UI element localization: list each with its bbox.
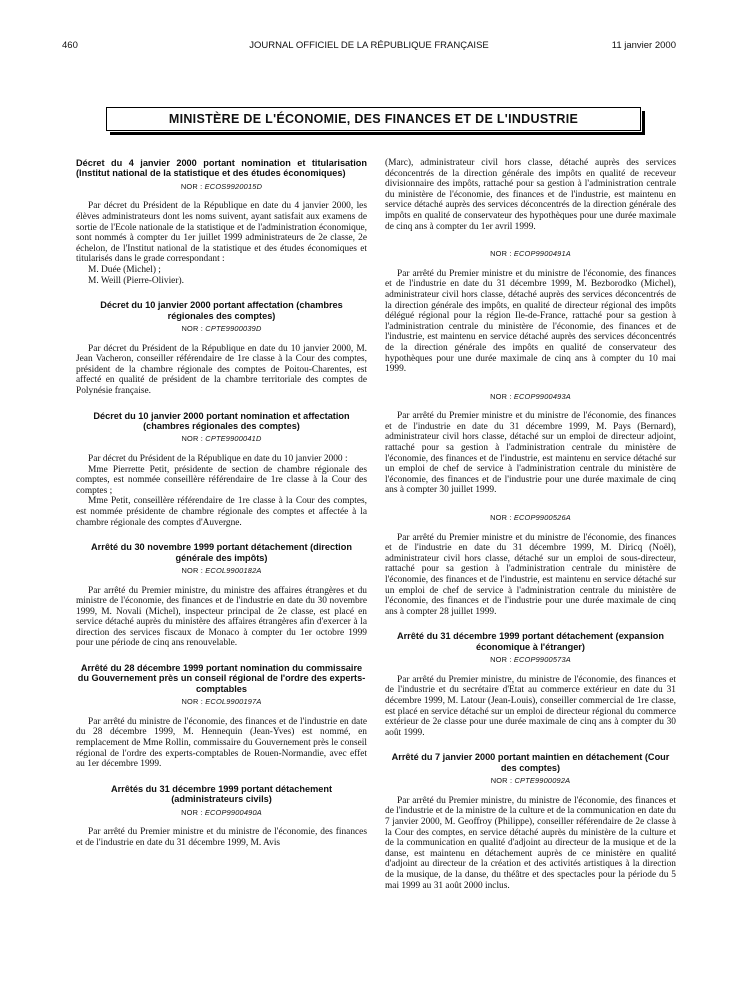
section-title: Arrêté du 28 décembre 1999 portant nomination du commissaire du Gouvernement près un conseil régional de l'ordre des experts-comptables [77,663,366,694]
section-decret-4-janvier [76,158,367,286]
nor-code: CPTE9900092A [514,776,571,786]
nor-reference: NOR : ECOP9900573A [490,655,571,665]
paragraph: Par arrêté du Premier ministre et du ministre de l'économie, des finances et de l'industrie en date du 31 décembre 1999, M. Avis [76,827,367,848]
nor-reference: NOR : ECOS9920015D [180,181,263,191]
paragraph-continued: (Marc), administrateur civil hors classe, détaché auprès des services déconcentrés de la direction générale des impôts en qualité de receveur divisionnaire des impôts, rattaché pour sa gestion à l'administration centrale du ministère de l'économie, des finances et de l'industrie, est maintenu en service détaché auprès des services déconcentrés de la direction générale des impôts en qualité de conservateur des hypothèques pour une durée maximale de cinq ans à compter du 1er avril 1999. [385,158,676,232]
paragraph: Par décret du Président de la République en date du 10 janvier 2000, M. Jean Vacheron, conseiller référendaire de 1re classe à la Cour des comptes, président de la chambre régionale des comptes de Poitou-Charentes, est affecté en qualité de président de la chambre territoriale des comptes de Polynésie française. [76,343,367,396]
nor-code: CPTE9900041D [205,434,262,444]
paragraph: Par décret du Président de la République en date du 10 janvier 2000 : [88,453,348,464]
ministry-banner [106,107,641,131]
section-arrete-28-decembre [76,663,367,770]
paragraph: Par arrêté du Premier ministre et du ministre de l'économie, des finances et de l'industrie en date du 31 décembre 1999, M. Bezborodko (Michel), administrateur civil hors classe, détaché auprès des services déconcentrés de la direction générale des impôts, en qualité de directeur régional des impôts délégué régional pour la région Ile-de-France, rattaché pour sa gestion à l'administration centrale du ministère de l'économie, des finances et de l'industrie, est maintenu en service détaché auprès des services déconcentrés de la direction générale des impôts en qualité de conservateur des hypothèques pour une durée maximale de cinq ans à compter du 10 mai 1999. [385,268,676,375]
section-decret-10-janvier-affectation [76,300,367,396]
nor-code: CPTE9900039D [205,323,262,333]
page-number: 460 [62,40,78,51]
nor-code: ECOL9900182A [205,565,262,575]
ministry-title: MINISTÈRE DE L'ÉCONOMIE, DES FINANCES ET DE L'INDUSTRIE [168,112,579,126]
section-title: Décret du 10 janvier 2000 portant affectation (chambres régionales des comptes) [100,300,343,321]
nor-reference: NOR : ECOP9900493A [490,391,571,401]
page-header [62,40,676,54]
journal-title: JOURNAL OFFICIEL DE LA RÉPUBLIQUE FRANÇAISE [249,40,489,51]
paragraph: M. Duée (Michel) ; [88,264,161,275]
nor-code: ECOL9900197A [205,697,262,707]
nor-code: ECOP9900573A [513,655,571,665]
paragraph: Par arrêté du Premier ministre et du ministre de l'économie, des finances et de l'industrie en date du 31 décembre 1999, M. Pays (Bernard), administrateur civil hors classe, détaché sur un emploi de directeur adjoint, rattaché pour sa gestion à l'administration centrale du ministère de l'économie, des finances et de l'industrie, est maintenu en service détaché sur un emploi de chef de service à l'administration centrale du ministère de l'économie, des finances et de l'industrie pour une durée maximale de cinq ans à compter 30 juillet 1999. [385,411,676,496]
section-title: Arrêté du 31 décembre 1999 portant détachement (expansion économique à l'étranger) [396,631,665,652]
nor-code: ECOS9920015D [204,181,263,191]
nor-reference: NOR : ECOP9900526A [490,513,571,523]
paragraph: Par arrêté du Premier ministre, du ministre de l'économie, des finances et de l'industrie et du secrétaire d'Etat au commerce extérieur en date du 31 décembre 1999, M. Latour (Jean-Louis), conseiller commercial de 1re classe, est placé en service détaché sur un emploi de directeur régional du commerce extérieur de 2e classe pour une durée maximale de cinq ans à compter du 30 août 1999. [385,674,676,738]
right-column [385,158,676,891]
nor-code: ECOP9900526A [513,513,571,523]
nor-reference: NOR : ECOL9900197A [181,697,262,707]
nor-reference: NOR : CPTE9900039D [181,323,262,333]
nor-reference: NOR : CPTE9900092A [490,776,571,786]
nor-code: ECOP9900491A [513,249,571,259]
section-title: Décret du 10 janvier 2000 portant nomination et affectation (chambres régionales des comptes) [93,410,350,431]
nor-reference: NOR : ECOP9900490A [181,807,262,817]
nor-reference: NOR : ECOL9900182A [181,565,262,575]
nor-code: ECOP9900493A [513,391,571,401]
nor-reference: NOR : CPTE9900041D [181,434,262,444]
section-title: Arrêté du 30 novembre 1999 portant détachement (direction générale des impôts) [91,542,352,563]
nor-code: ECOP9900490A [204,807,262,817]
section-arrete-31-decembre-expansion [385,631,676,738]
paragraph: Par décret du Président de la République en date du 4 janvier 2000, les élèves administrateurs dont les noms suivent, ayant satisfait aux examens de sortie de l'Ecole nationale de la statistique et de l'administration économique, sont nommés à compter du 1er juillet 1999 administrateurs de 2e classe, 2e échelon, de l'Institut national de la statistique et des études économiques et titularisés dans le grade correspondant : [76,201,367,265]
paragraph: Par arrêté du Premier ministre, du ministre des affaires étrangères et du ministre de l'économie, des finances et de l'industrie en date du 30 novembre 1999, M. Novali (Michel), inspecteur principal de 2e classe, est placé en service détaché auprès du ministère des affaires étrangères afin d'exercer à la direction des services fiscaux de Monaco à compter du 1er octobre 1999 pour une période de cinq ans renouvelable. [76,585,367,649]
issue-date: 11 janvier 2000 [611,40,676,51]
section-arretes-31-decembre [76,784,367,849]
paragraph: Mme Petit, conseillère référendaire de 1re classe à la Cour des comptes, est nommée présidente de chambre régionale des comptes et affectée à la chambre régionale des comptes d'Auvergne. [76,496,367,528]
paragraph: Mme Pierrette Petit, présidente de section de chambre régionale des comptes, est nommée conseillère référendaire de 1re classe à la Cour des comptes ; [76,464,367,496]
section-title: Arrêté du 7 janvier 2000 portant maintien en détachement (Cour des comptes) [391,752,670,773]
section-title: Décret du 4 janvier 2000 portant nomination et titularisation (Institut national de la statistique et des études économiques) [76,158,367,179]
paragraph: M. Weill (Pierre-Olivier). [88,275,184,286]
section-title: Arrêtés du 31 décembre 1999 portant détachement (administrateurs civils) [110,783,333,805]
paragraph: Par arrêté du Premier ministre et du ministre de l'économie, des finances et de l'industrie en date du 31 décembre 1999, M. Diricq (Noël), administrateur civil hors classe, détaché sur un emploi de sous-directeur, rattaché pour sa gestion à l'administration centrale du ministère de l'économie, des finances et de l'industrie, est maintenu en service détaché sur un emploi de chef de service à l'administration centrale du ministère de l'économie, des finances et de l'industrie pour une durée maximale de cinq ans à compter 28 juillet 1999. [385,532,676,617]
section-arrete-7-janvier [385,752,676,891]
left-column [76,158,367,848]
paragraph: Par arrêté du ministre de l'économie, des finances et de l'industrie en date du 28 décembre 1999, M. Hennequin (Jean-Yves) est nommé, en remplacement de Mme Rollin, commissaire du Gouvernement près le conseil régional de l'ordre des experts-comptables de Rouen-Normandie, avec effet au 1er décembre 1999. [76,716,367,770]
section-arrete-30-novembre [76,542,367,649]
paragraph: Par arrêté du Premier ministre, du ministre de l'économie, des finances et de l'industrie et de la ministre de la culture et de la communication en date du 7 janvier 2000, M. Geoffroy (Philippe), conseiller référendaire de 2e classe à la Cour des comptes, en service détaché auprès du ministère de la culture et de la communication en qualité d'adjoint au directeur de la musique et de la danse, est maintenu en détachement auprès de ce ministère en qualité d'adjoint au directeur de la création et des activités artistiques à la direction de la musique, de la danse, du théâtre et des spectacles pour la période du 5 mai 1999 au 31 août 2000 inclus. [385,795,676,891]
nor-reference: NOR : ECOP9900491A [490,249,571,259]
section-decret-10-janvier-nomination [76,411,367,529]
